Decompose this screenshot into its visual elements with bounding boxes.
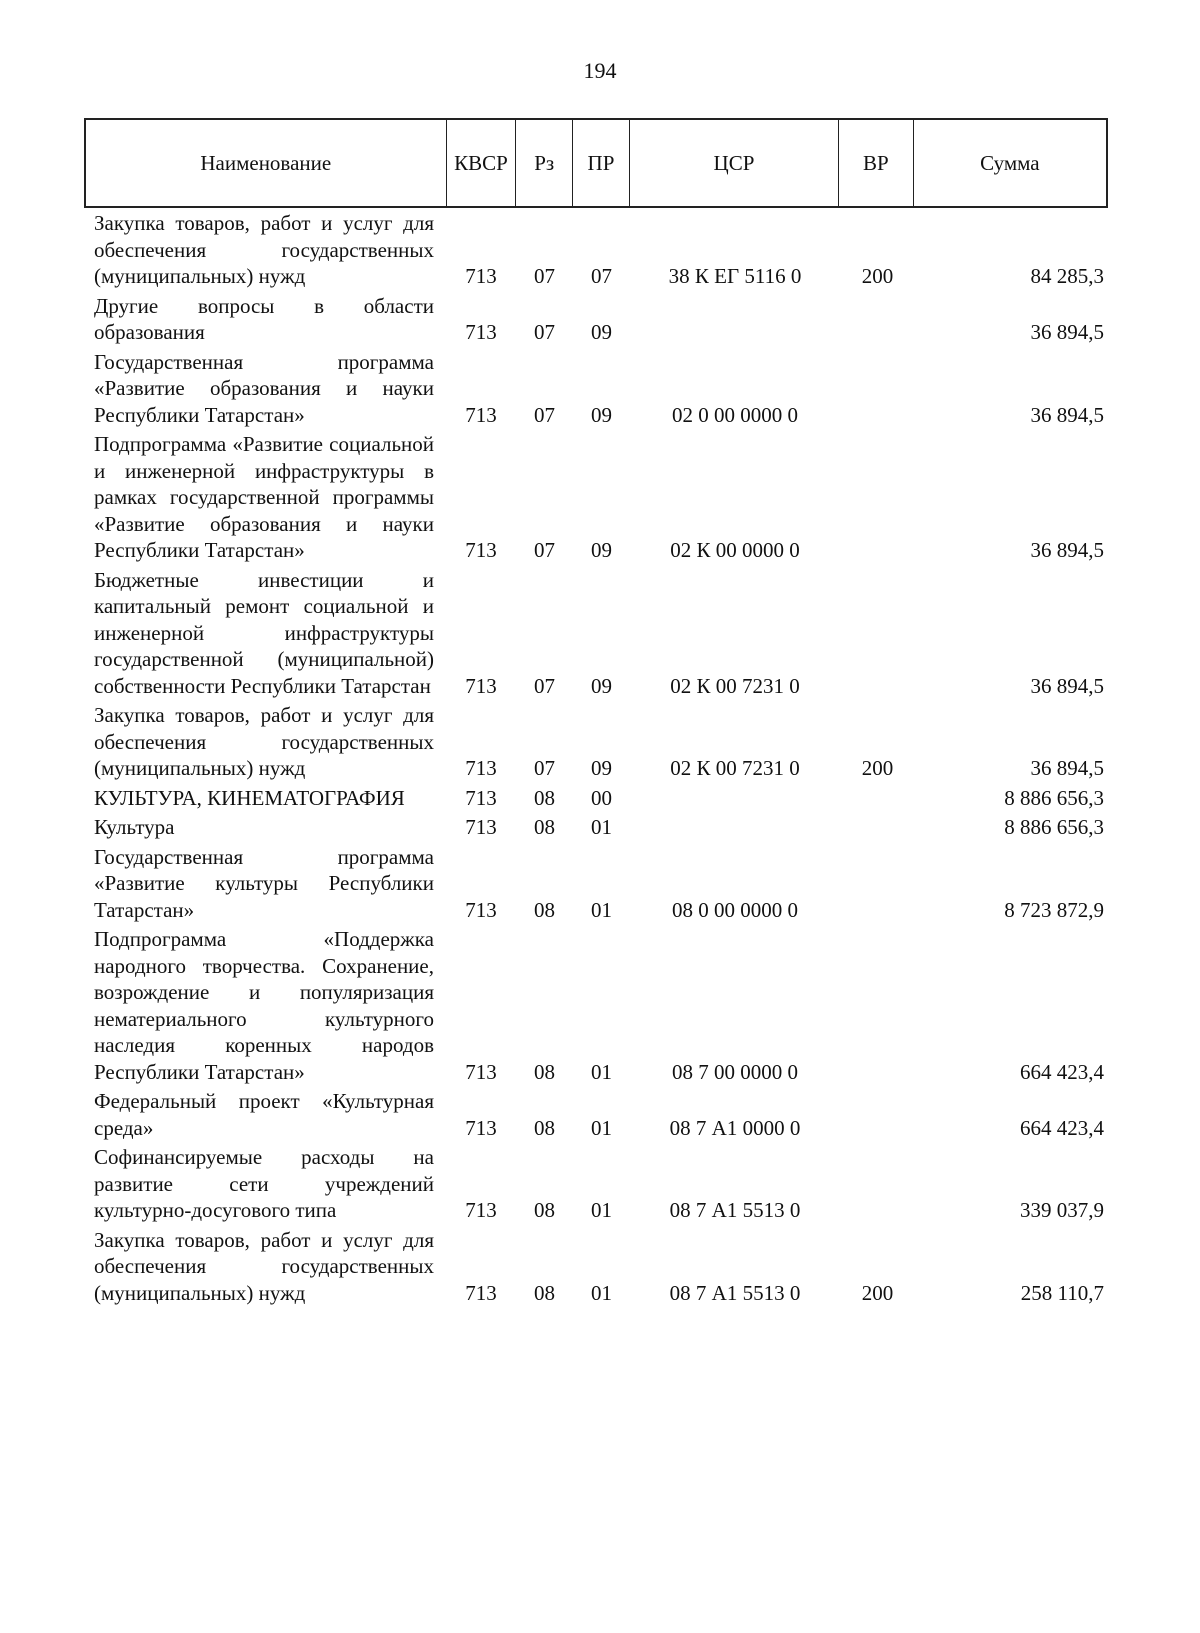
- table-row: [84, 293, 1108, 346]
- row-sum: 36 894,5: [1030, 673, 1104, 698]
- row-name: Закупка товаров, работ и услуг для обеспечения государственных (муниципальных) нужд: [94, 703, 434, 780]
- row-rz: 07: [534, 538, 555, 562]
- table-row: [84, 1144, 1108, 1224]
- row-pr: 09: [591, 756, 612, 780]
- row-csr: 38 К ЕГ 5116 0: [668, 264, 802, 288]
- header-pr: ПР: [573, 120, 630, 206]
- table-row: [84, 1088, 1108, 1141]
- row-sum: 8 723 872,9: [1004, 897, 1104, 922]
- budget-table: [84, 118, 1108, 1306]
- row-name: Софинансируемые расходы на развитие сети учреждений культурно-досугового типа: [94, 1145, 434, 1222]
- page-number: 194: [583, 58, 617, 83]
- row-pr: 09: [591, 320, 612, 344]
- row-sum: 339 037,9: [1020, 1198, 1104, 1222]
- row-vr: 200: [861, 1280, 894, 1305]
- row-rz: 07: [534, 320, 555, 344]
- table-row: [84, 844, 1108, 924]
- row-csr: 02 К 00 7231 0: [670, 756, 800, 780]
- table-row: [84, 785, 1108, 812]
- header-vr: ВР: [839, 120, 914, 206]
- row-rz: 07: [534, 673, 555, 698]
- row-pr: 01: [591, 815, 612, 839]
- row-kvsr: 713: [465, 538, 497, 562]
- row-sum: 664 423,4: [1020, 1115, 1104, 1140]
- row-kvsr: 713: [465, 815, 497, 839]
- row-name: Подпрограмма «Поддержка народного творчества. Сохранение, возрождение и популяризация нематериального культурного наследия коренных народов Республики Татарстан»: [94, 927, 434, 1084]
- table-row: [84, 349, 1108, 429]
- row-pr: 01: [591, 1280, 612, 1305]
- row-name: Государственная программа «Развитие образования и науки Республики Татарстан»: [94, 349, 434, 427]
- header-rz: Рз: [516, 120, 573, 206]
- table-row: [84, 210, 1108, 290]
- row-pr: 00: [591, 785, 612, 810]
- row-rz: 08: [534, 1198, 555, 1222]
- table-header: [84, 118, 1108, 208]
- table-row: [84, 1227, 1108, 1307]
- row-sum: 8 886 656,3: [1004, 815, 1104, 839]
- row-name: Закупка товаров, работ и услуг для обеспечения государственных (муниципальных) нужд: [94, 1227, 434, 1305]
- header-csr: ЦСР: [630, 120, 839, 206]
- row-name: Бюджетные инвестиции и капитальный ремонт социальной и инженерной инфраструктуры государственной (муниципальной) собственности Республики Татарстан: [94, 567, 434, 698]
- row-csr: 08 7 А1 5513 0: [669, 1198, 801, 1222]
- row-name: Другие вопросы в области образования: [94, 293, 434, 344]
- row-pr: 09: [591, 673, 612, 698]
- row-csr: 08 7 00 0000 0: [672, 1059, 798, 1084]
- table-row: [84, 431, 1108, 564]
- row-pr: 01: [591, 1198, 612, 1222]
- row-rz: 07: [534, 756, 555, 780]
- row-kvsr: 713: [465, 264, 497, 288]
- row-name: Федеральный проект «Культурная среда»: [94, 1089, 434, 1140]
- row-sum: 84 285,3: [1030, 264, 1104, 288]
- table-row: [84, 814, 1108, 841]
- row-vr: 200: [861, 756, 894, 780]
- row-rz: 08: [534, 1280, 555, 1305]
- row-pr: 01: [591, 1115, 612, 1140]
- row-pr: 01: [591, 897, 612, 922]
- row-kvsr: 713: [465, 320, 497, 344]
- table-body: [84, 210, 1108, 1306]
- row-rz: 08: [534, 815, 555, 839]
- row-rz: 08: [534, 897, 555, 922]
- header-kvsr: КВСР: [447, 120, 517, 206]
- row-kvsr: 713: [465, 1280, 497, 1305]
- row-kvsr: 713: [465, 402, 497, 427]
- row-kvsr: 713: [465, 756, 497, 780]
- row-sum: 664 423,4: [1020, 1059, 1104, 1084]
- header-name: Наименование: [86, 120, 447, 206]
- row-sum: 258 110,7: [1020, 1280, 1104, 1305]
- row-kvsr: 713: [465, 897, 497, 922]
- row-pr: 07: [591, 264, 612, 288]
- row-kvsr: 713: [465, 785, 497, 810]
- row-csr: 02 К 00 7231 0: [670, 673, 800, 698]
- row-name: Подпрограмма «Развитие социальной и инженерной инфраструктуры в рамках государственной программы «Развитие образования и науки Республики Татарстан»: [94, 432, 434, 562]
- row-name: Культура: [94, 815, 175, 839]
- row-kvsr: 713: [465, 673, 497, 698]
- row-sum: 36 894,5: [1030, 538, 1104, 562]
- row-rz: 08: [534, 1059, 555, 1084]
- row-rz: 08: [534, 785, 555, 810]
- table-row: [84, 567, 1108, 700]
- row-csr: 08 0 00 0000 0: [672, 897, 798, 922]
- row-sum: 8 886 656,3: [1004, 785, 1104, 810]
- row-pr: 09: [591, 538, 612, 562]
- row-sum: 36 894,5: [1030, 756, 1104, 780]
- row-kvsr: 713: [465, 1115, 497, 1140]
- row-csr: 02 К 00 0000 0: [670, 538, 800, 562]
- row-name: Государственная программа «Развитие культуры Республики Татарстан»: [94, 844, 434, 922]
- row-sum: 36 894,5: [1030, 320, 1104, 344]
- row-sum: 36 894,5: [1030, 402, 1104, 427]
- row-name: Закупка товаров, работ и услуг для обеспечения государственных (муниципальных) нужд: [94, 211, 434, 288]
- row-rz: 07: [534, 264, 555, 288]
- row-csr: 02 0 00 0000 0: [672, 402, 798, 427]
- row-rz: 08: [534, 1115, 555, 1140]
- row-vr: 200: [861, 264, 894, 288]
- row-pr: 01: [591, 1059, 612, 1084]
- row-kvsr: 713: [465, 1059, 497, 1084]
- row-csr: 08 7 А1 5513 0: [669, 1280, 801, 1305]
- table-row: [84, 926, 1108, 1085]
- table-row: [84, 702, 1108, 782]
- row-kvsr: 713: [465, 1198, 497, 1222]
- row-csr: 08 7 А1 0000 0: [669, 1115, 801, 1140]
- row-name: КУЛЬТУРА, КИНЕМАТОГРАФИЯ: [94, 785, 405, 810]
- row-rz: 07: [534, 402, 555, 427]
- header-sum: Сумма: [980, 150, 1040, 175]
- row-pr: 09: [591, 402, 612, 427]
